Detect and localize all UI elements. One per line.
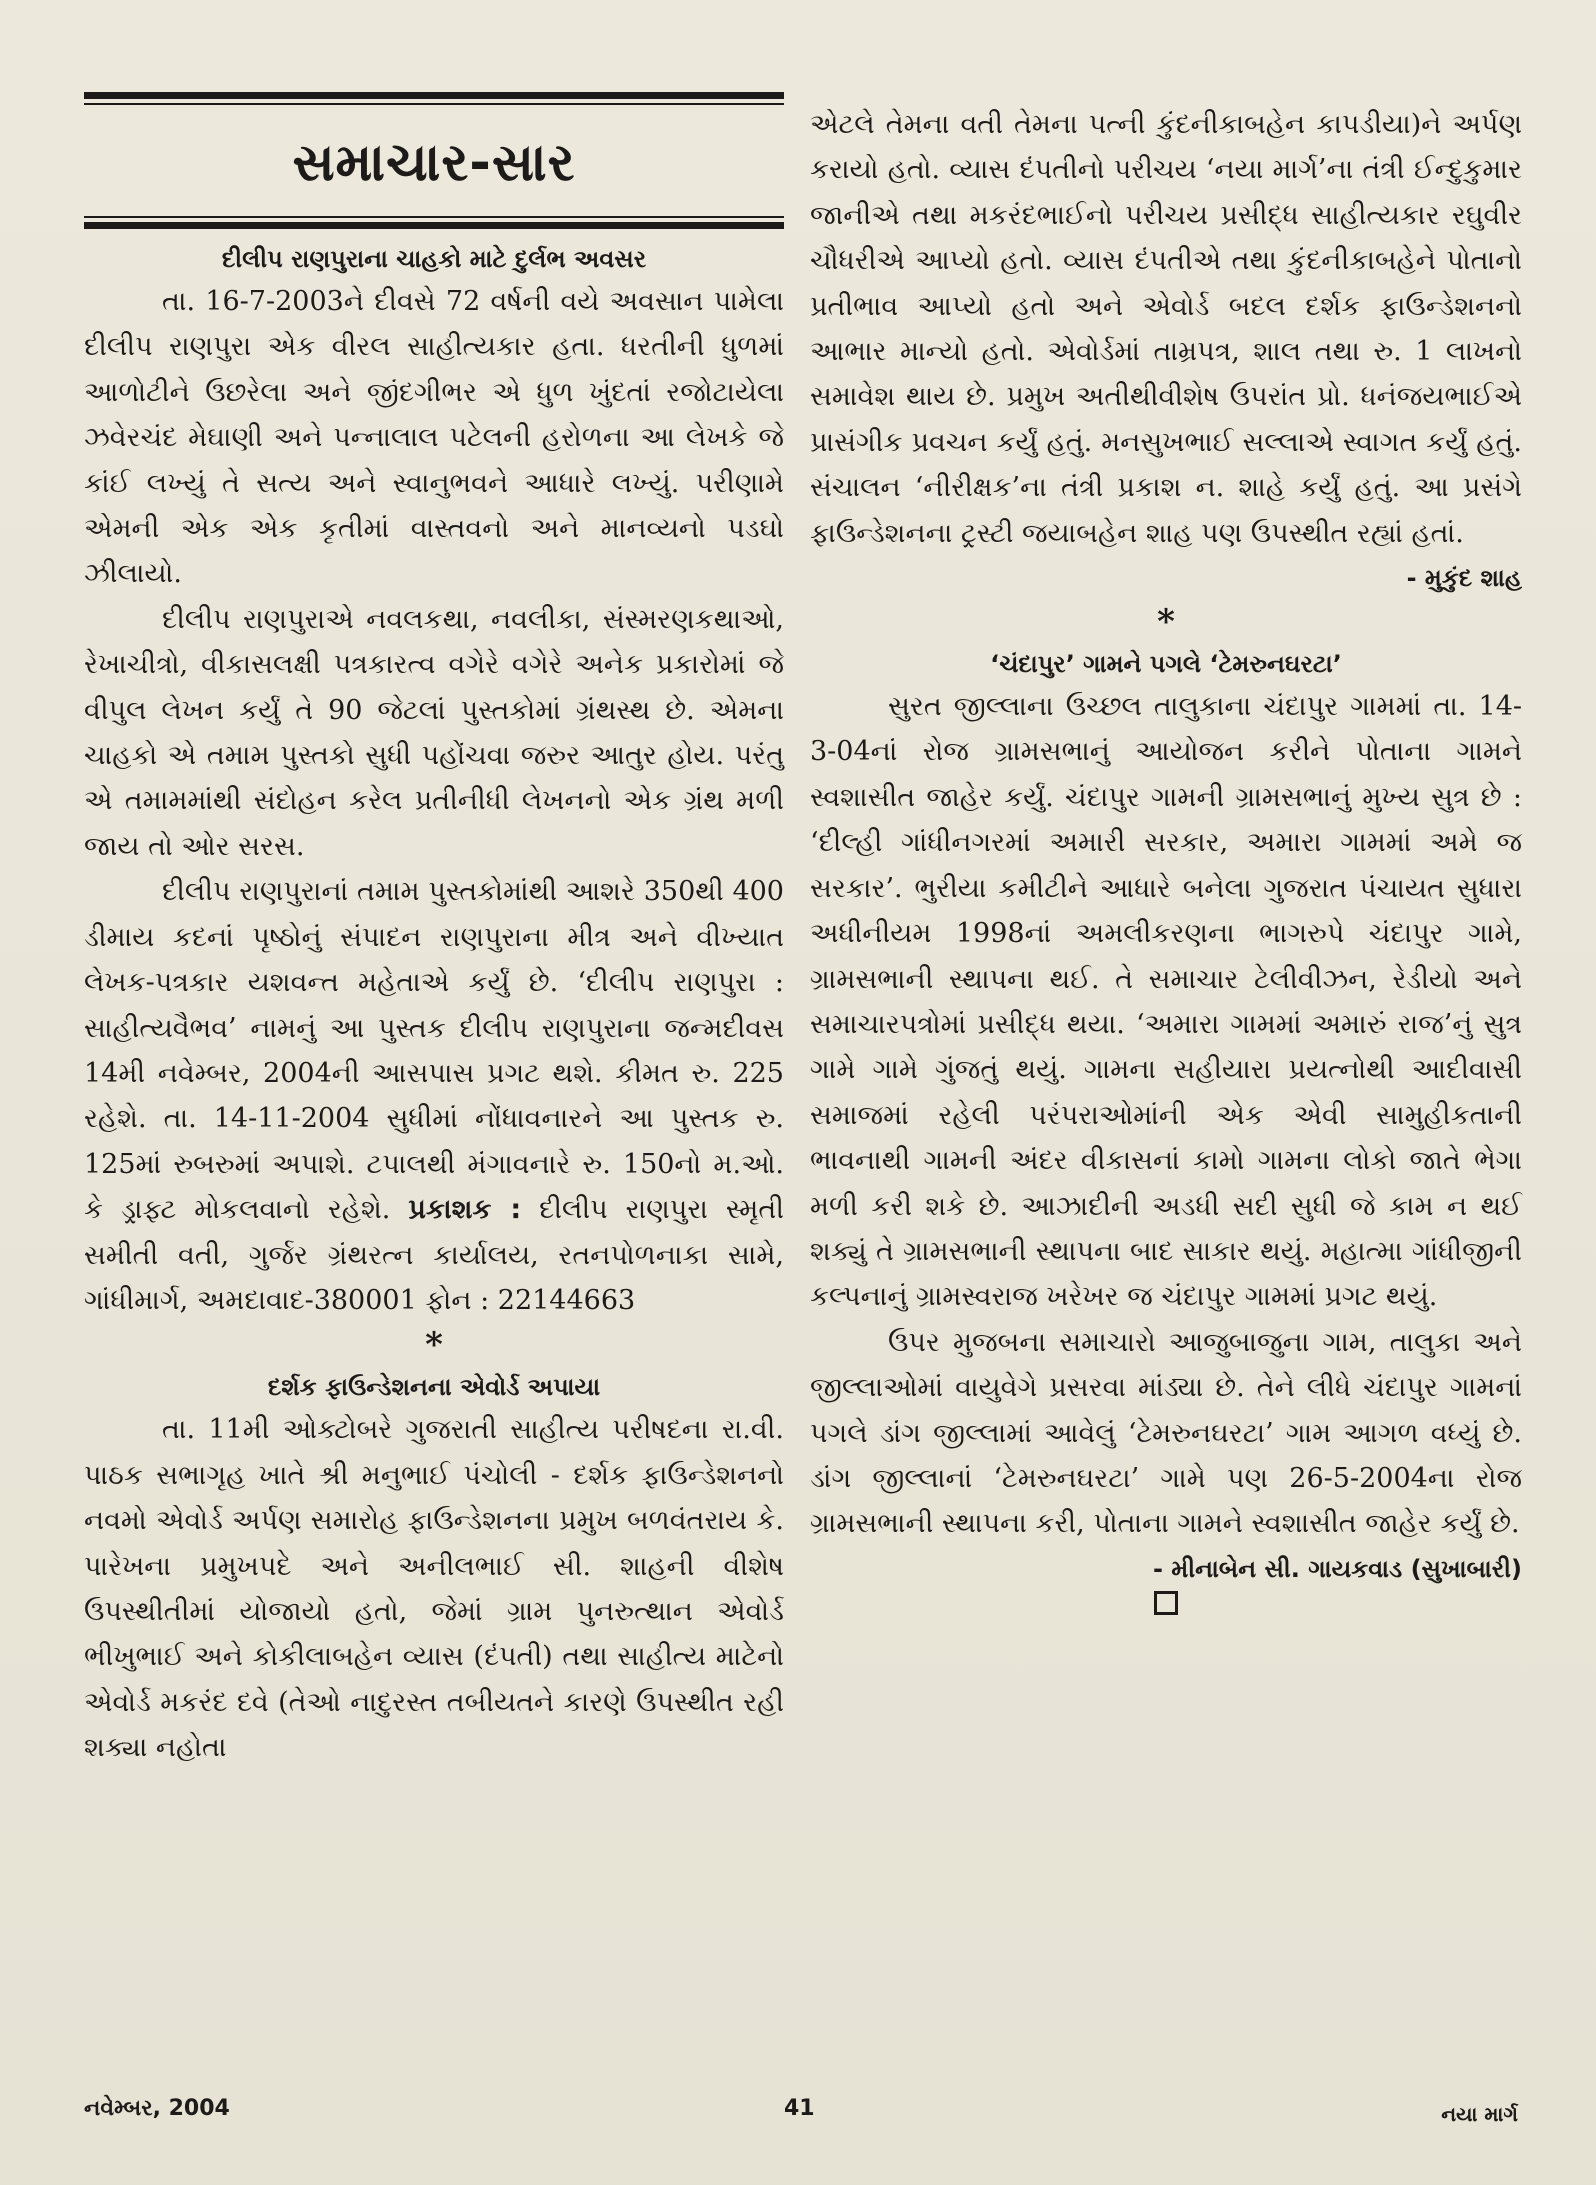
masthead: [84, 105, 784, 216]
article-paragraph: ઉપર મુજબના સમાચારો આજુબાજુના ગામ, તાલુકા અને જીલ્લાઓમાં વાયુવેગે પ્રસરવા માંડ્યા છે. તેને લીધે ચંદાપુર ગામનાં પગલે ડાંગ જીલ્લામાં આવેલું ‘ટેમરુનઘરટા’ ગામ આગળ વધ્યું છે. ડાંગ જીલ્લાનાં ‘ટેમરુનઘરટા’ ગામે પણ 26-5-2004ના રોજ ગ્રામસભાની સ્થાપના કરી, પોતાના ગામને સ્વશાસીત જાહેર કર્યું છે.: [810, 1326, 1522, 1540]
masthead-bottom-rule: [84, 222, 784, 229]
left-column: [84, 92, 784, 1771]
article-heading-darshak: દર્શક ફાઉન્ડેશનના એવોર્ડ અપાયા: [267, 1373, 601, 1402]
publisher-address: દીલીપ રાણપુરા સ્મૃતી સમીતી વતી, ગુર્જર ગ્રંથરત્ન કાર્યાલય, રતનપોળનાકા સામે, ગાંધીમાર્ગ, અમદાવાદ-380001 ફોન : 22144663: [84, 1194, 784, 1316]
article-paragraph: તા. 16-7-2003ને દીવસે 72 વર્ષની વયે અવસાન પામેલા દીલીપ રાણપુરા એક વીરલ સાહીત્યકાર હતા. ધરતીની ધુળમાં આળોટીને ઉછરેલા અને જીંદગીભર એ ધુળ ખુંદતાં રજોટાયેલા ઝવેરચંદ મેઘાણી અને પન્નાલાલ પટેલની હરોળના આ લેખકે જે કાંઈ લખ્યું તે સત્ય અને સ્વાનુભવને આધારે લખ્યું. પરીણામે એમની એક એક કૃતીમાં વાસ્તવનો અને માનવ્યનો પડઘો ઝીલાયો.: [84, 286, 784, 590]
article-paragraph: [84, 869, 784, 1323]
byline: - મુકુંદ શાહ: [1406, 564, 1522, 593]
masthead-bottom-thin-rule: [84, 216, 784, 218]
masthead-top-rule: [84, 92, 784, 99]
right-column: [810, 102, 1522, 1628]
end-mark: [810, 1591, 1522, 1628]
section-separator: *: [425, 1325, 443, 1366]
article-paragraph-continued: એટલે તેમના વતી તેમના પત્ની કુંદનીકાબહેન કાપડીયા)ને અર્પણ કરાયો હતો. વ્યાસ દંપતીનો પરીચય ‘નયા માર્ગ’ના તંત્રી ઈન્દુકુમાર જાનીએ તથા મકરંદભાઈનો પરીચય પ્રસીદ્ધ સાહીત્યકાર રઘુવીર ચૌધરીએ આપ્યો હતો. વ્યાસ દંપતીએ તથા કુંદનીકાબહેને પોતાનો પ્રતીભાવ આપ્યો હતો અને એવોર્ડ બદલ દર્શક ફાઉન્ડેશનનો આભાર માન્યો હતો. એવોર્ડમાં તામ્રપત્ર, શાલ તથા રુ. 1 લાખનો સમાવેશ થાય છે. પ્રમુખ અતીથીવીશેષ ઉપરાંત પ્રો. ધનંજયભાઈએ પ્રાસંગીક પ્રવચન કર્યું હતું. મનસુખભાઈ સલ્લાએ સ્વાગત કર્યું હતું. સંચાલન ‘નીરીક્ષક’ના તંત્રી પ્રકાશ ન. શાહે કર્યું હતું. આ પ્રસંગે ફાઉન્ડેશનના ટ્રસ્ટી જયાબહેન શાહ પણ ઉપસ્થીત રહ્યાં હતાં.: [810, 109, 1522, 549]
article-paragraph: દીલીપ રાણપુરાએ નવલકથા, નવલીકા, સંસ્મરણકથાઓ, રેખાચીત્રો, વીકાસલક્ષી પત્રકારત્વ વગેરે વગેરે અનેક પ્રકારોમાં જે વીપુલ લેખન કર્યું તે 90 જેટલાં પુસ્તકોમાં ગ્રંથસ્થ છે. એમના ચાહકો એ તમામ પુસ્તકો સુધી પહોંચવા જરુર આતુર હોય. પરંતુ એ તમામમાંથી સંદોહન કરેલ પ્રતીનીધી લેખનનો એક ગ્રંથ મળી જાય તો ઓર સરસ.: [84, 603, 784, 862]
article-heading-chandapur: ‘ચંદાપુર’ ગામને પગલે ‘ટેમરુનઘરટા’: [990, 650, 1342, 679]
article-paragraph: સુરત જીલ્લાના ઉચ્છલ તાલુકાના ચંદાપુર ગામમાં તા. 14-3-04નાં રોજ ગ્રામસભાનું આયોજન કરીને પોતાના ગામને સ્વશાસીત જાહેર કર્યું. ચંદાપુર ગામની ગ્રામસભાનું મુખ્ય સુત્ર છે : ‘દીલ્હી ગાંધીનગરમાં અમારી સરકાર, અમારા ગામમાં અમે જ સરકાર’. ભુરીયા કમીટીને આધારે બનેલા ગુજરાત પંચાયત સુધારા અધીનીયમ 1998નાં અમલીકરણના ભાગરુપે ચંદાપુર ગામે, ગ્રામસભાની સ્થાપના થઈ. તે સમાચાર ટેલીવીઝન, રેડીયો અને સમાચારપત્રોમાં પ્રસીદ્ધ થયા. ‘અમારા ગામમાં અમારું રાજ’નું સુત્ર ગામે ગામે ગુંજતું થયું. ગામના સહીયારા પ્રયત્નોથી આદીવાસી સમાજમાં રહેલી પરંપરાઓમાંની એક એવી સામુહીકતાની ભાવનાથી ગામની અંદર વીકાસનાં કામો ગામના લોકો જાતે ભેગા મળી કરી શકે છે. આઝાદીની અડધી સદી સુધી જે કામ ન થઈ શક્યું તે ગ્રામસભાની સ્થાપના બાદ સાકાર થયું. મહાત્મા ગાંધીજીની કલ્પનાનું ગ્રામસ્વરાજ ખરેખર જ ચંદાપુર ગામમાં પ્રગટ થયું.: [810, 691, 1522, 1313]
publisher-label: પ્રકાશક :: [408, 1194, 522, 1226]
article-paragraph: તા. 11મી ઓક્ટોબરે ગુજરાતી સાહીત્ય પરીષદના રા.વી. પાઠક સભાગૃહ ખાતે શ્રી મનુભાઈ પંચોલી - દર્શક ફાઉન્ડેશનનો નવમો એવોર્ડ અર્પણ સમારોહ ફાઉન્ડેશનના પ્રમુખ બળવંતરાય કે. પારેખના પ્રમુખપદે અને અનીલભાઈ સી. શાહની વીશેષ ઉપસ્થીતીમાં યોજાયો હતો, જેમાં ગ્રામ પુનરુત્થાન એવોર્ડ ભીખુભાઈ અને કોકીલાબહેન વ્યાસ (દંપતી) તથા સાહીત્ય માટેનો એવોર્ડ મકરંદ દવે (તેઓ નાદુરસ્ત તબીયતને કારણે ઉપસ્થીત રહી શક્યા નહોતા: [84, 1414, 784, 1764]
byline: - મીનાબેન સી. ગાયકવાડ (સુખાબારી): [1153, 1554, 1522, 1583]
end-square-icon: [1154, 1591, 1178, 1615]
paragraph-text: દીલીપ રાણપુરાનાં તમામ પુસ્તકોમાંથી આશરે 350થી 400 ડીમાય કદનાં પૃષ્ઠોનું સંપાદન રાણપુરાના મીત્ર અને વીખ્યાત લેખક-પત્રકાર યશવન્ત મહેતાએ કર્યું છે. ‘દીલીપ રાણપુરા : સાહીત્યવૈભવ’ નામનું આ પુસ્તક દીલીપ રાણપુરાના જન્મદીવસ 14મી નવેમ્બર, 2004ની આસપાસ પ્રગટ થશે. કીમત રુ. 225 રહેશે. તા. 14-11-2004 સુધીમાં નોંધાવનારને આ પુસ્તક રુ. 125માં રુબરુમાં અપાશે. ટપાલથી મંગાવનારે રુ. 150નો મ.ઓ. કે ડ્રાફ્ટ મોકલવાનો રહેશે.: [84, 876, 784, 1226]
article-heading-ranpura: દીલીપ રાણપુરાના ચાહકો માટે દુર્લભ અવસર: [221, 245, 647, 273]
page-number: 41: [784, 2096, 815, 2121]
page-footer: [84, 2096, 1518, 2136]
section-title: સમાચાર-સાર: [292, 133, 576, 193]
magazine-name: નયા માર્ગ: [1441, 2102, 1518, 2126]
section-separator: *: [1157, 602, 1175, 643]
footer-date: નવેમ્બર, 2004: [84, 2096, 230, 2121]
